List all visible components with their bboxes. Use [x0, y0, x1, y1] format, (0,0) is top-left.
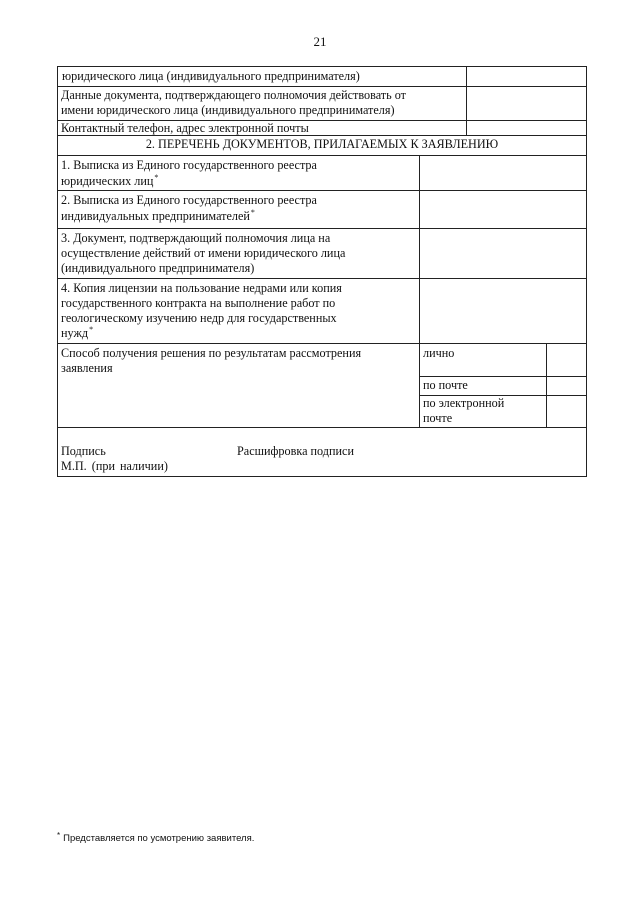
method-label-line1: Способ получения решения по результатам рассмотрения [61, 346, 362, 360]
doc-1-line2: юридических лиц* [61, 173, 159, 188]
section1-top-border-right [465, 66, 587, 67]
footnote-marker: * [250, 208, 255, 217]
doc-1-line1: 1. Выписка из Единого государственного реестра [61, 158, 317, 172]
doc-3-divider [57, 278, 587, 279]
footnote-marker: * [89, 325, 94, 334]
method-label-line2: заявления [61, 361, 113, 375]
doc-4-line1: 4. Копия лицензии на пользование недрами или копия [61, 281, 342, 295]
section1-row-1-label: юридического лица (индивидуального предпринимателя) [62, 69, 360, 83]
section2-title: 2. ПЕРЕЧЕНЬ ДОКУМЕНТОВ, ПРИЛАГАЕМЫХ К ЗАЯВЛЕНИЮ [145, 137, 499, 151]
footnote-text: Представляется по усмотрению заявителя. [63, 833, 255, 844]
doc-4-line3: геологическому изучению недр для государственных [61, 311, 337, 325]
section1-row-2-line2: имени юридического лица (индивидуального предпринимателя) [61, 103, 395, 117]
method-option-divider-1 [419, 376, 587, 377]
section1-row-3-label: Контактный телефон, адрес электронной почты [61, 121, 309, 135]
doc-3-line2: осуществление действий от имени юридического лица [61, 246, 346, 260]
doc-2-line1: 2. Выписка из Единого государственного реестра [61, 193, 317, 207]
stamp-label: М.П. (при наличии) [61, 459, 168, 473]
signature-decode-label: Расшифровка подписи [237, 444, 354, 458]
doc-3-line1: 3. Документ, подтверждающий полномочия лица на [61, 231, 331, 245]
doc-4-line2: государственного контракта на выполнение работ по [61, 296, 336, 310]
method-option-post: по почте [423, 378, 468, 392]
footnote-star: * [57, 831, 61, 840]
footnote [57, 833, 254, 844]
method-option-email-line2: почте [423, 411, 453, 425]
method-checkbox-col [546, 343, 547, 427]
doc-3-line3: (индивидуального предпринимателя) [61, 261, 255, 275]
doc-2-line2: индивидуальных предпринимателей* [61, 208, 255, 223]
section1-right-border [586, 66, 587, 136]
section2-col-divider [419, 155, 420, 427]
signature-divider [57, 427, 587, 428]
footnote-marker: * [154, 173, 159, 182]
section1-left-border [57, 86, 58, 136]
page-number: 21 [313, 34, 327, 49]
section1-col-divider [466, 86, 467, 136]
section1-line-2 [57, 86, 587, 87]
signature-label: Подпись [61, 444, 106, 458]
section1-row-1 [57, 66, 467, 87]
doc-4-line4: нужд* [61, 325, 94, 340]
doc-2-divider [57, 228, 587, 229]
doc-4-divider [57, 343, 587, 344]
section2-title-divider [57, 155, 587, 156]
method-option-email-line1: по электронной [423, 396, 505, 410]
doc-1-divider [57, 190, 587, 191]
method-option-in-person: лично [423, 346, 455, 360]
section1-row-2-line1: Данные документа, подтверждающего полномочия действовать от [61, 88, 406, 102]
